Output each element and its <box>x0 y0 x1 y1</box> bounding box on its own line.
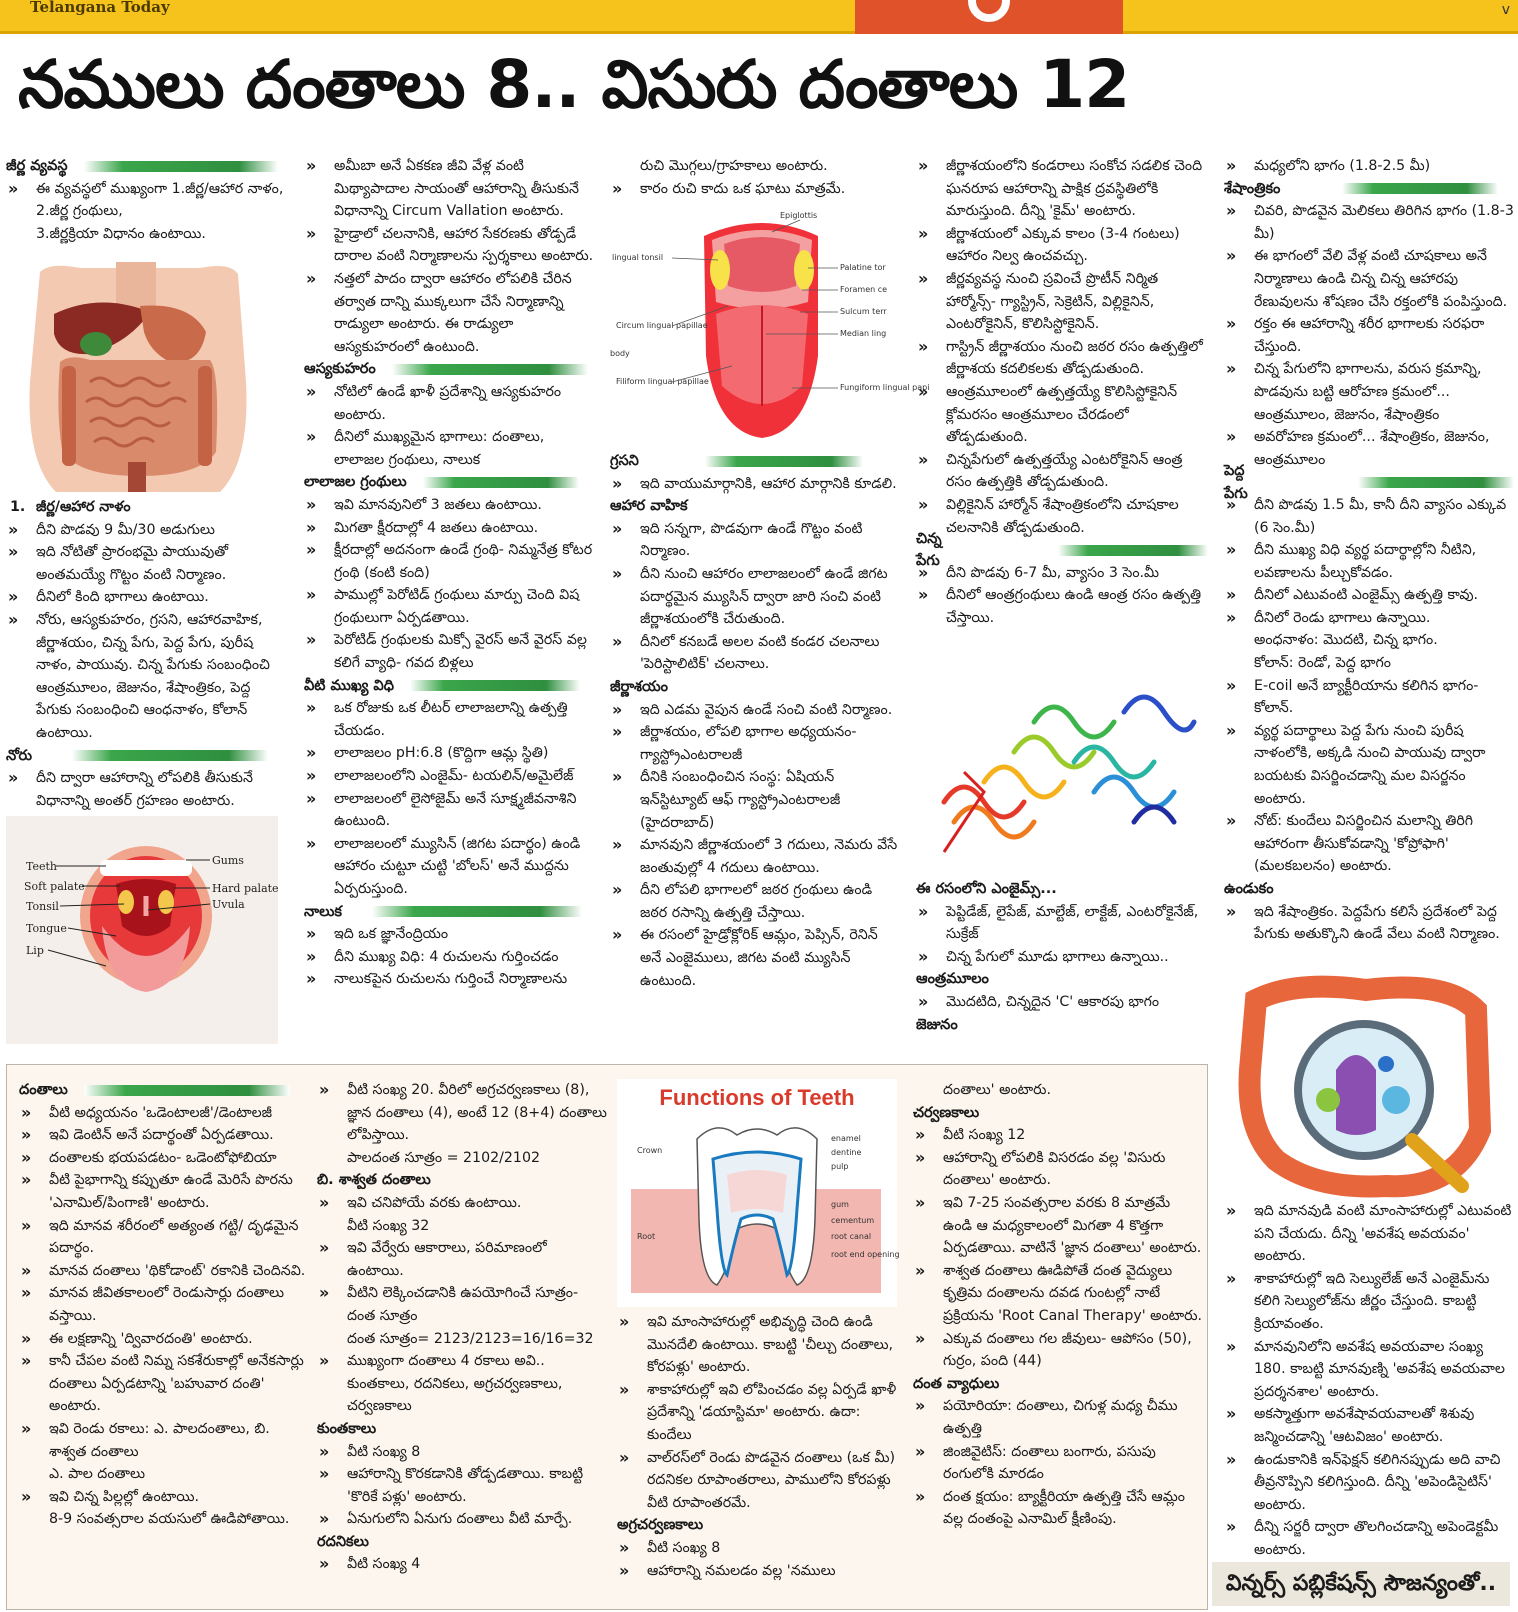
bullet: » పయోరియా: దంతాలు, చిగుళ్ల మధ్య చీము ఉత్పత్తి <box>913 1395 1203 1440</box>
bullet: » ఈ వ్యవస్థలో ముఖ్యంగా 1.జీర్ణ/ఆహార నాళం, <box>6 178 288 201</box>
bullet: » వీటి సంఖ్య 8 <box>317 1441 607 1464</box>
bullet: » అమీబా అనే ఏకకణ జీవి వేళ్ల వంటి మిథ్యాపాదాల సాయంతో ఆహారాన్ని తీసుకునే విధానాన్ని Circum Vallation అంటారు. <box>304 155 594 223</box>
bullet: » ఇది నోటితో ప్రారంభమై పాయువుతో అంతమయ్యే గొట్టం వంటి నిర్మాణం. <box>6 541 288 586</box>
panel-column-2 <box>317 1079 607 1599</box>
bullet: » దీన్ని సర్జరీ ద్వారా తొలగించడాన్ని అపెండెక్టమీ అంటారు. <box>1224 1516 1514 1561</box>
masthead-strip <box>0 0 1518 34</box>
label-pulp: pulp <box>831 1162 849 1171</box>
bullet: » ఒక రోజుకు ఒక లీటర్ లాలాజలాన్ని ఉత్పత్తి చేయడం. <box>304 697 594 742</box>
section-heading-small-intestine: చిన్న పేగు <box>916 539 1208 562</box>
label-lip: Lip <box>26 944 44 957</box>
label-gum: gum <box>831 1200 849 1209</box>
section-heading-molars: చర్వణకాలు <box>913 1104 980 1121</box>
bullet: » దీనిలో ఎటువంటి ఎంజైమ్స్ ఉత్పత్తి కావు. <box>1224 584 1514 607</box>
label-body: body <box>610 349 630 358</box>
tooth-structure-diagram <box>617 1079 900 1307</box>
corner-mark: v <box>1501 2 1510 18</box>
label-root-canal: root canal <box>831 1232 872 1241</box>
bullet: » దీనిలో కనబడే అలల వంటి కండర చలనాలు 'పెరిస్టాలిటిక్' చలనాలు. <box>610 631 900 676</box>
heading-bar <box>705 456 863 467</box>
bullet: » నత్తలో పాదం ద్వారా ఆహారం లోపలికి చేరిన తర్వాత దాన్ని ముక్కలుగా చేసే నిర్మాణాన్ని రాడ్యులా అంటారు. ఈ రాడ్యులా ఆస్యకుహరంలో ఉంటుంది. <box>304 268 594 358</box>
heading-bar <box>372 906 582 917</box>
bullet: » వ్యర్థ పదార్థాలు పెద్ద పేగు నుంచి పురీష నాళంలోకి, అక్కడి నుంచి పాయువు ద్వారా బయటకు విసర్జించడాన్ని మల విసర్జనం అంటారు. <box>1224 720 1514 810</box>
label-hard-palate: Hard palate <box>212 882 279 895</box>
bullet: » దీని పొడవు 1.5 మీ, కానీ దీని వ్యాసం ఎక్కువ (6 సెం.మీ) <box>1224 494 1514 539</box>
heading-bar <box>1342 183 1498 194</box>
mouth-diagram <box>6 816 278 1044</box>
label-crown: Crown <box>637 1146 663 1155</box>
bullet: » వీటి పైభాగాన్ని కప్పుతూ ఉండే మెరిసే పొరను 'ఎనామిల్/పింగాణి' అంటారు. <box>19 1169 311 1214</box>
bullet: » ఆంత్రమూలంలో ఉత్పత్తయ్యే కొలిసిస్టోకైనిన్ క్లోమరసం ఆంత్రమూలం చేరడంలో తోడ్పడుతుంది. <box>916 381 1208 449</box>
bullet-cont: ఎ. పాల దంతాలు <box>49 1466 145 1483</box>
bullet: » ఇది సన్నగా, పొడవుగా ఉండే గొట్టం వంటి నిర్మాణం. <box>610 518 900 563</box>
bullet: » దీనిలో రెండు భాగాలు ఉన్నాయి. <box>1224 607 1514 630</box>
section-heading-incisors: కుంతకాలు <box>317 1420 377 1437</box>
bullet: » గాస్ట్రిన్ జీర్ణాశయం నుంచి జఠర రసం ఉత్పత్తిలో జీర్ణాశయ కదలికలకు తోడ్పడుతుంది. <box>916 336 1208 381</box>
bullet: » ఆహారాన్ని కొరకడానికి తోడ్పడతాయి. కాబట్టి 'కొరికే పళ్లు' అంటారు. <box>317 1463 607 1508</box>
bullet: » ఇవి 7-25 సంవత్సరాల వరకు 8 మాత్రమే ఉండి ఆ మధ్యకాలంలో మిగతా 4 కొత్తగా ఏర్పడతాయి. వాటినే 'జ్ఞాన దంతాలు' అంటారు. <box>913 1192 1203 1260</box>
bullet: » శాకాహారుల్లో ఇది సెల్యులేజ్ అనే ఎంజైమ్‌ను కలిగి సెల్యులోజ్‌ను జీర్ణం చేస్తుంది. కాబట్టి క్రియావంతం. <box>1224 1268 1514 1336</box>
bullet: » మానవుని జీర్ణాశయంలో 3 గదులు, నెమరు వేసే జంతువుల్లో 4 గదులు ఉంటాయి. <box>610 834 900 879</box>
bullet: » నోరు, ఆస్యకుహరం, గ్రసని, ఆహారవాహిక, జీర్ణాశయం, చిన్న పేగు, పెద్ద పేగు, పురీష నాళం, పాయువు. చిన్న పేగుకు సంబంధించి ఆంత్రమూలం, జెజునం, శేషాంత్రికం, పెద్ద పేగుకు సంబంధించి ఆంధనాళం, కోలాన్ ఉంటాయి. <box>6 609 288 745</box>
bullet: » ఈ లక్షణాన్ని 'ద్వివారదంతి' అంటారు. <box>19 1328 311 1351</box>
masthead-text: Telangana Today <box>30 0 170 16</box>
label-tongue: Tongue <box>26 922 67 935</box>
bullet: » విల్లికైనిన్ హార్మోన్ శేషాంత్రికంలోని చూషకాల చలనానికి తోడ్పడుతుంది. <box>916 494 1208 539</box>
bullet-cont: కోలాన్: రెండో, పెద్ద భాగం <box>1254 655 1391 672</box>
label-median: Median ling <box>840 329 887 338</box>
column-2 <box>304 155 594 1045</box>
section-heading-salivary-glands: లాలాజల గ్రంథులు <box>304 471 594 494</box>
panel-column-1 <box>19 1079 311 1599</box>
panel-column-3 <box>617 1311 901 1603</box>
bullet: » శాకాహారుల్లో ఇవి లోపించడం వల్ల ఏర్పడే ఖాళీ ప్రదేశాన్ని 'డయాస్టిమా' అంటారు. ఉదా: కుందేలు <box>617 1379 901 1447</box>
label-uvula: Uvula <box>212 898 245 911</box>
section-heading-digestive-system: జీర్ణ వ్యవస్థ <box>6 155 288 178</box>
label-sulcum: Sulcum terr <box>840 307 887 316</box>
bullet: » అకస్మాత్తుగా అవశేషావయవాలతో శిశువు జన్మించడాన్ని 'ఆటవిజం' అంటారు. <box>1224 1403 1514 1448</box>
bullet: » నోట్: కుందేలు విసర్జించిన మలాన్ని తిరిగి ఆహారంగా తీసుకోవడాన్ని 'కోప్రోఫాగి' (మలకబలనం) అంటారు. <box>1224 810 1514 878</box>
column-4-lower <box>916 878 1208 1046</box>
bullet: » వీటి సంఖ్య 20. వీరిలో అగ్రచర్వణకాలు (8), జ్ఞాన దంతాలు (4), అంటే 12 (8+4) దంతాలు లోపిస్తాయి. <box>317 1079 607 1147</box>
bullet: » వాల్‌రస్‌లో రెండు పొడవైన దంతాలు (ఒక మీ) రదనికల రూపాంతరాలు, పాములోని కోరపళ్లు వీటి రూపాంతరమే. <box>617 1447 901 1515</box>
bullet: » ఇది మానవ శరీరంలో అత్యంత గట్టి/ దృఢమైన పదార్థం. <box>19 1215 311 1260</box>
section-heading-dental-diseases: దంత వ్యాధులు <box>913 1375 1000 1392</box>
bullet: » వీటి అధ్యయనం 'ఒడెంటాలజీ'/డెంటాలజీ <box>19 1102 311 1125</box>
label-fungiform: Fungiform lingual papi <box>840 383 930 392</box>
section-heading-pharynx: గ్రసని <box>610 450 900 473</box>
bullet: » ఆహారాన్ని లోపలికి విసరడం వల్ల 'విసురు దంతాలు' అంటారు. <box>913 1147 1203 1192</box>
heading-bar <box>392 364 588 375</box>
label-teeth: Teeth <box>26 860 58 873</box>
column-3-lower <box>610 450 900 1046</box>
bullet: » జీర్ణాశయం, లోపలి భాగాల అధ్యయనం- గ్యాస్ట్రోఎంటరాలజీ <box>610 721 900 766</box>
bullet: » వీటి సంఖ్య 8 <box>617 1537 901 1560</box>
bullet: » చిన్న పేగులో మూడు భాగాలు ఉన్నాయి.. <box>916 946 1208 969</box>
bullet: » దీని ముఖ్య విధి: 4 రుచులను గుర్తించడం <box>304 946 594 969</box>
bullet: » మిగతా క్షీరదాల్లో 4 జతలు ఉంటాయి. <box>304 517 594 540</box>
bullet: » జీర్ణవ్యవస్థ నుంచి స్రవించే ప్రొటీన్ నిర్మిత హార్మోన్స్- గ్యాస్ట్రిన్, సెక్రెటిన్, విల్లికైనిన్, ఎంటరోకైనిన్, కొలిసిస్టోకైనిన్. <box>916 268 1208 336</box>
bullet: » మానవ జీవితకాలంలో రెండుసార్లు దంతాలు వస్తాయి. <box>19 1282 311 1327</box>
masthead-logo-block <box>855 0 1123 34</box>
column-5-lower <box>1224 1200 1514 1558</box>
heading-bar <box>84 161 278 172</box>
bullet-cont: పాలదంత సూత్రం = 2102/2102 <box>347 1149 541 1166</box>
heading-bar <box>1358 477 1514 488</box>
numbered-heading: 1. జీర్ణ/ఆహార నాళం <box>6 496 288 519</box>
bullet: » ఇది మానవుడి వంటి మాంసాహారుల్లో ఎటువంటి పని చేయదు. దీన్ని 'అవశేష అవయవం' అంటారు. <box>1224 1200 1514 1268</box>
bullet: » దీనిలో కింది భాగాలు ఉంటాయి. <box>6 586 288 609</box>
label-filiform: Filiform lingual papillae <box>616 377 709 386</box>
bullet: » అవరోహణ క్రమంలో... శేషాంత్రికం, జెజునం, ఆంత్రమూలం <box>1224 426 1514 471</box>
bullet: » ఇవి రెండు రకాలు: ఎ. పాలదంతాలు, బి. శాశ్వత దంతాలు <box>19 1418 311 1463</box>
heading-bar <box>410 680 580 691</box>
section-heading-large-intestine: పెద్ద పేగు <box>1224 471 1514 494</box>
bullet: » లాలాజలంలో మ్యుసిన్ (జిగట పదార్థం) ఉండి ఆహారం చుట్టూ చుట్టి 'బోలస్' అనే ముద్దను ఏర్పరుస్తుంది. <box>304 833 594 901</box>
bullet: » ముఖ్యంగా దంతాలు 4 రకాలు అవి.. కుంతకాలు, రదనికలు, అగ్రచర్వణకాలు, చర్వణకాలు <box>317 1350 607 1418</box>
bullet-cont: 2.జీర్ణ గ్రంథులు, <box>36 203 123 220</box>
digestive-system-illustration <box>20 262 256 494</box>
bullet: » ఏనుగులోని ఏనుగు దంతాలు వీటి మార్పే. <box>317 1508 607 1531</box>
bullet: » మొదటిది, చిన్నదైన 'C' ఆకారపు భాగం <box>916 991 1208 1014</box>
bullet: » ఇది ఎడమ వైపున ఉండే సంచి వంటి నిర్మాణం. <box>610 699 900 722</box>
bullet: » మానవునిలోని అవశేష అవయవాల సంఖ్య 180. కాబట్టి మానవుణ్ని 'అవశేష అవయవాల ప్రదర్శనశాల' అంటారు. <box>1224 1336 1514 1404</box>
section-heading-ileum: శేషాంత్రికం <box>1224 178 1514 201</box>
figure-title: Functions of Teeth <box>659 1085 855 1110</box>
bullet: » పెప్టిడేజ్, లైపేజ్, మాల్టేజ్, లాక్టేజ్, ఎంటరోకైనేజ్, సుక్రేజ్ <box>916 901 1208 946</box>
section-heading-teeth: దంతాలు <box>19 1079 311 1102</box>
bullet-cont: వీటి సంఖ్య 32 <box>347 1217 430 1234</box>
publisher-credit: విన్నర్స్ పబ్లికేషన్స్ సౌజన్యంతో.. <box>1212 1562 1510 1606</box>
label-gums: Gums <box>212 854 244 867</box>
bullet: » దీని ద్వారా ఆహారాన్ని లోపలికి తీసుకునే విధానాన్ని అంతర్ గ్రహణం అంటారు. <box>6 767 288 812</box>
label-cementum: cementum <box>831 1216 875 1225</box>
label-epiglottis: Epiglottis <box>780 211 818 220</box>
bullet: » ఇవి చిన్న పిల్లల్లో ఉంటాయి. <box>19 1486 311 1509</box>
heading-bar <box>72 750 268 761</box>
bullet: » చిన్నపేగులో ఉత్పత్తయ్యే ఎంటరోకైనిన్ ఆంత్ర రసం ఉత్పత్తికి తోడ్పడుతుంది. <box>916 449 1208 494</box>
section-heading-appendix: ఉండుకం <box>1224 881 1274 897</box>
column-1 <box>6 155 288 263</box>
bullet: » నాలుకపైన రుచులను గుర్తించే నిర్మాణాలను <box>304 968 594 991</box>
bullet: » దీనికి సంబంధించిన సంస్థ: ఏషియన్ ఇన్‌స్టిట్యూట్ ఆఫ్ గ్యాస్ట్రోఎంటరాలజీ (హైదరాబాద్) <box>610 766 900 834</box>
bullet: » దీని పొడవు 6-7 మీ, వ్యాసం 3 సెం.మీ <box>916 562 1208 585</box>
label-palatine: Palatine tor <box>840 263 886 272</box>
bullet: » పెరోటిడ్ గ్రంథులకు మిక్సో వైరస్ అనే వైరస్ వల్ల కలిగే వ్యాధి- గవద బిళ్లలు <box>304 629 594 674</box>
label-root: Root <box>637 1232 656 1241</box>
section-heading-permanent-teeth: బి. శాశ్వత దంతాలు <box>317 1172 431 1189</box>
bullet: » చిన్న పేగులోని భాగాలను, వరుస క్రమాన్ని, పొడవును బట్టి ఆరోహణ క్రమంలో... ఆంత్రమూలం, జెజునం, శేషాంత్రికం <box>1224 358 1514 426</box>
bullet: » లాలాజలంలో లైసోజైమ్ అనే సూక్ష్మజీవనాశిని ఉంటుంది. <box>304 788 594 833</box>
section-heading-stomach: జీర్ణాశయం <box>610 678 669 695</box>
heading-bar <box>84 1085 290 1096</box>
bullet-cont: దంత సూత్రం= 2123/2123=16/16=32 <box>347 1330 594 1347</box>
bullet: » క్షీరదాల్లో అదనంగా ఉండే గ్రంథి- నిమ్మనేత్ర కోటర గ్రంథి (కంటి కంది) <box>304 539 594 584</box>
section-heading-premolars: అగ్రచర్వణకాలు <box>617 1517 704 1534</box>
column-1-lower <box>6 496 288 808</box>
bullet: » జింజివైటిస్: దంతాలు బంగారు, పసుపు రంగులోకి మారడం <box>913 1441 1203 1486</box>
bullet: » ఎక్కువ దంతాలు గల జీవులు- ఆపోసం (50), గుర్రం, పంది (44) <box>913 1328 1203 1373</box>
bullet: » ఇవి మానవునిలో 3 జతలు ఉంటాయి. <box>304 494 594 517</box>
bullet-cont: 8-9 సంవత్సరాల వయసులో ఊడిపోతాయి. <box>49 1511 290 1528</box>
column-3 <box>610 155 900 205</box>
label-soft-palate: Soft palate <box>24 880 85 893</box>
panel-column-4 <box>913 1079 1203 1599</box>
section-heading-oesophagus: ఆహార వాహిక <box>610 498 688 515</box>
label-tonsil: Tonsil <box>26 900 59 913</box>
bullet: » దీనిలో ఆంత్రగ్రంథులు ఉండి ఆంత్ర రసం ఉత్పత్తి చేస్తాయి. <box>916 584 1208 629</box>
bullet: » పాముల్లో పెరోటిడ్ గ్రంథులు మార్పు చెంది విష గ్రంథులుగా ఏర్పడతాయి. <box>304 584 594 629</box>
label-dentine: dentine <box>831 1148 862 1157</box>
bullet: » చివరి, పొడవైన మెలికలు తిరిగిన భాగం (1.8-3 మీ) <box>1224 200 1514 245</box>
bullet: » రక్తం ఈ ఆహారాన్ని శరీర భాగాలకు సరఫరా చేస్తుంది. <box>1224 313 1514 358</box>
label-foramen: Foramen ce <box>840 285 888 294</box>
enzyme-protein-illustration <box>924 672 1210 876</box>
bullet: » దీని పొడవు 9 మీ/30 అడుగులు <box>6 519 288 542</box>
section-heading-oral-cavity: ఆస్యకుహరం <box>304 358 594 381</box>
bullet: » ఈ భాగంలో వేలి వేళ్ల వంటి చూషకాలు అనే నిర్మాణాలు ఉండి చిన్న చిన్న ఆహారపు రేణువులను శోషణం చేసి రక్తంలోకి పంపిస్తుంది. <box>1224 245 1514 313</box>
heading-bar <box>1058 545 1208 556</box>
bullet-cont: రుచి మొగ్గలు/గ్రాహకాలు అంటారు. <box>640 158 828 174</box>
bullet: » ఇది శేషాంత్రికం. పెద్దపేగు కలిసే ప్రదేశంలో పెద్ద పేగుకు అతుక్కొని ఉండే వేలు వంటి నిర్మాణం. <box>1224 901 1514 946</box>
bullet: » మధ్యలోని భాగం (1.8-2.5 మీ) <box>1224 155 1514 178</box>
bullet: » వీటి సంఖ్య 12 <box>913 1124 1203 1147</box>
column-5 <box>1224 155 1514 977</box>
bullet: » ఇవి డెంటిన్ అనే పదార్థంతో ఏర్పడతాయి. <box>19 1124 311 1147</box>
bullet: » ఇది వాయుమార్గానికి, ఆహార మార్గానికి కూడలి. <box>610 473 900 496</box>
bullet-cont: 3.జీర్ణక్రియా విధానం ఉంటాయి. <box>36 225 206 242</box>
heading-bar <box>423 477 579 488</box>
section-heading-tongue: నాలుక <box>304 901 594 924</box>
label-enamel: enamel <box>831 1134 861 1143</box>
bullet: » దంత క్షయం: బ్యాక్టీరియా ఉత్పత్తి చేసే ఆమ్లం వల్ల దంతంపై ఎనామిల్ క్షీణింపు. <box>913 1486 1203 1531</box>
bullet: » జీర్ణాశయంలో ఎక్కువ కాలం (3-4 గంటలు) ఆహారం నిల్వ ఉంచవచ్చు. <box>916 223 1208 268</box>
bullet: » ఈ రసంలో హైడ్రోక్లోరిక్ ఆమ్లం, పెప్సిన్, రెనిన్ అనే ఎంజైములు, జిగట వంటి మ్యుసిన్ ఉంటుంది. <box>610 924 900 992</box>
section-heading-duodenum: ఆంత్రమూలం <box>916 971 989 988</box>
bullet: » హైడ్రాలో చలనానికి, ఆహార సేకరణకు తోడ్పడే దారాల వంటి నిర్మాణాలను స్పర్శకాలు అంటారు. <box>304 223 594 268</box>
section-heading-canines: రదనికలు <box>317 1533 369 1550</box>
teeth-panel <box>6 1064 1208 1610</box>
label-circum: Circum lingual papillae <box>616 321 708 330</box>
bullet: » ఇవి చనిపోయే వరకు ఉంటాయి. <box>317 1192 607 1215</box>
section-heading-mouth: నోరు <box>6 745 288 768</box>
section-heading-main-function: వీటి ముఖ్య విధి <box>304 675 594 698</box>
tongue-diagram <box>610 206 930 446</box>
bullet: » ఇది ఒక జ్ఞానేంద్రియం <box>304 923 594 946</box>
bullet: » ఉండుకానికి ఇన్‌ఫెక్షన్ కలిగినప్పుడు అది వాచి తీవ్రనొప్పిని కలిగిస్తుంది. దీన్ని 'అపెండిసైటిస్' అంటారు. <box>1224 1449 1514 1517</box>
bullet: » శాశ్వత దంతాలు ఊడిపోతే దంత వైద్యులు కృత్రిమ దంతాలను దవడ గుంటల్లో నాటే ప్రక్రియను 'Root Canal Therapy' అంటారు. <box>913 1260 1203 1328</box>
logo-ring-icon <box>968 0 1010 22</box>
bullet: » దీని నుంచి ఆహారం లాలాజలంలో ఉండే జిగట పదార్థమైన మ్యుసిన్ ద్వారా జారి సంచి వంటి జీర్ణాశయంలోకి చేరుతుంది. <box>610 563 900 631</box>
bullet: » లాలాజలం pH:6.8 (కొద్దిగా ఆమ్ల స్థితి) <box>304 742 594 765</box>
label-root-end: root end opening <box>831 1250 900 1259</box>
bullet-cont: అంధనాళం: మొదటి, చిన్న భాగం. <box>1254 632 1438 649</box>
bullet-cont: దంతాలు' అంటారు. <box>943 1082 1051 1098</box>
column-4 <box>916 155 1208 667</box>
bullet: » కానీ చేపల వంటి నిమ్న సకశేరుకాల్లో అనేకసార్లు దంతాలు ఏర్పడటాన్ని 'బహువార దంతి' అంటారు. <box>19 1350 311 1418</box>
bullet: » E-coil అనే బ్యాక్టీరియాను కలిగిన భాగం- కోలాన్. <box>1224 675 1514 720</box>
bullet: » ఇవి వేర్వేరు ఆకారాలు, పరిమాణంలో ఉంటాయి. <box>317 1237 607 1282</box>
bullet: » దీని లోపలి భాగాలలో జఠర గ్రంథులు ఉండి జఠర రసాన్ని ఉత్పత్తి చేస్తాయి. <box>610 879 900 924</box>
bullet: » జీర్ణాశయంలోని కండరాలు సంకోచ సడలిక చెంది ఘనరూప ఆహారాన్ని పాక్షిక ద్రవస్థితిలోకి మారుస్తుంది. దీన్ని 'కైమ్' అంటారు. <box>916 155 1208 223</box>
bullet: » కారం రుచి కాదు ఒక ఘాటు మాత్రమే. <box>610 178 900 201</box>
bullet: » మానవ దంతాలు 'థికోడాంట్' రకానికి చెందినవి. <box>19 1260 311 1283</box>
bullet: » లాలాజలంలోని ఎంజైమ్- టయలిన్/అమైలేజ్ <box>304 765 594 788</box>
bullet: » ఆహారాన్ని నమలడం వల్ల 'నములు <box>617 1560 901 1583</box>
bullet: » దీని ముఖ్య విధి వ్యర్థ పదార్థాల్లోని నీటిని, లవణాలను పీల్చుకోవడం. <box>1224 539 1514 584</box>
bullet: » నోటిలో ఉండే ఖాళీ ప్రదేశాన్ని ఆస్యకుహరం అంటారు. <box>304 381 594 426</box>
bullet: » దంతాలకు భయపడటం- ఒడెంటోఫోబియా <box>19 1147 311 1170</box>
bullet: » దీనిలో ముఖ్యమైన భాగాలు: దంతాలు, లాలాజల గ్రంథులు, నాలుక <box>304 426 594 471</box>
bullet: » వీటిని లెక్కించడానికి ఉపయోగించే సూత్రం- దంత సూత్రం <box>317 1282 607 1327</box>
section-heading-enzymes: ఈ రసంలోని ఎంజైమ్స్... <box>916 881 1057 897</box>
label-lingual-tonsil: lingual tonsil <box>612 253 664 262</box>
bullet: » ఇవి మాంసాహారుల్లో అభివృద్ధి చెంది ఉండి మొనదేలి ఉంటాయి. కాబట్టి 'చీల్చు దంతాలు, కోరపళ్లు' అంటారు. <box>617 1311 901 1379</box>
bullet: » వీటి సంఖ్య 4 <box>317 1553 607 1576</box>
section-heading-jejunum: జెజునం <box>916 1016 958 1033</box>
intestine-magnifier-illustration <box>1236 980 1498 1196</box>
page-headline: నములు దంతాలు 8.. విసురు దంతాలు 12 <box>18 46 1130 123</box>
